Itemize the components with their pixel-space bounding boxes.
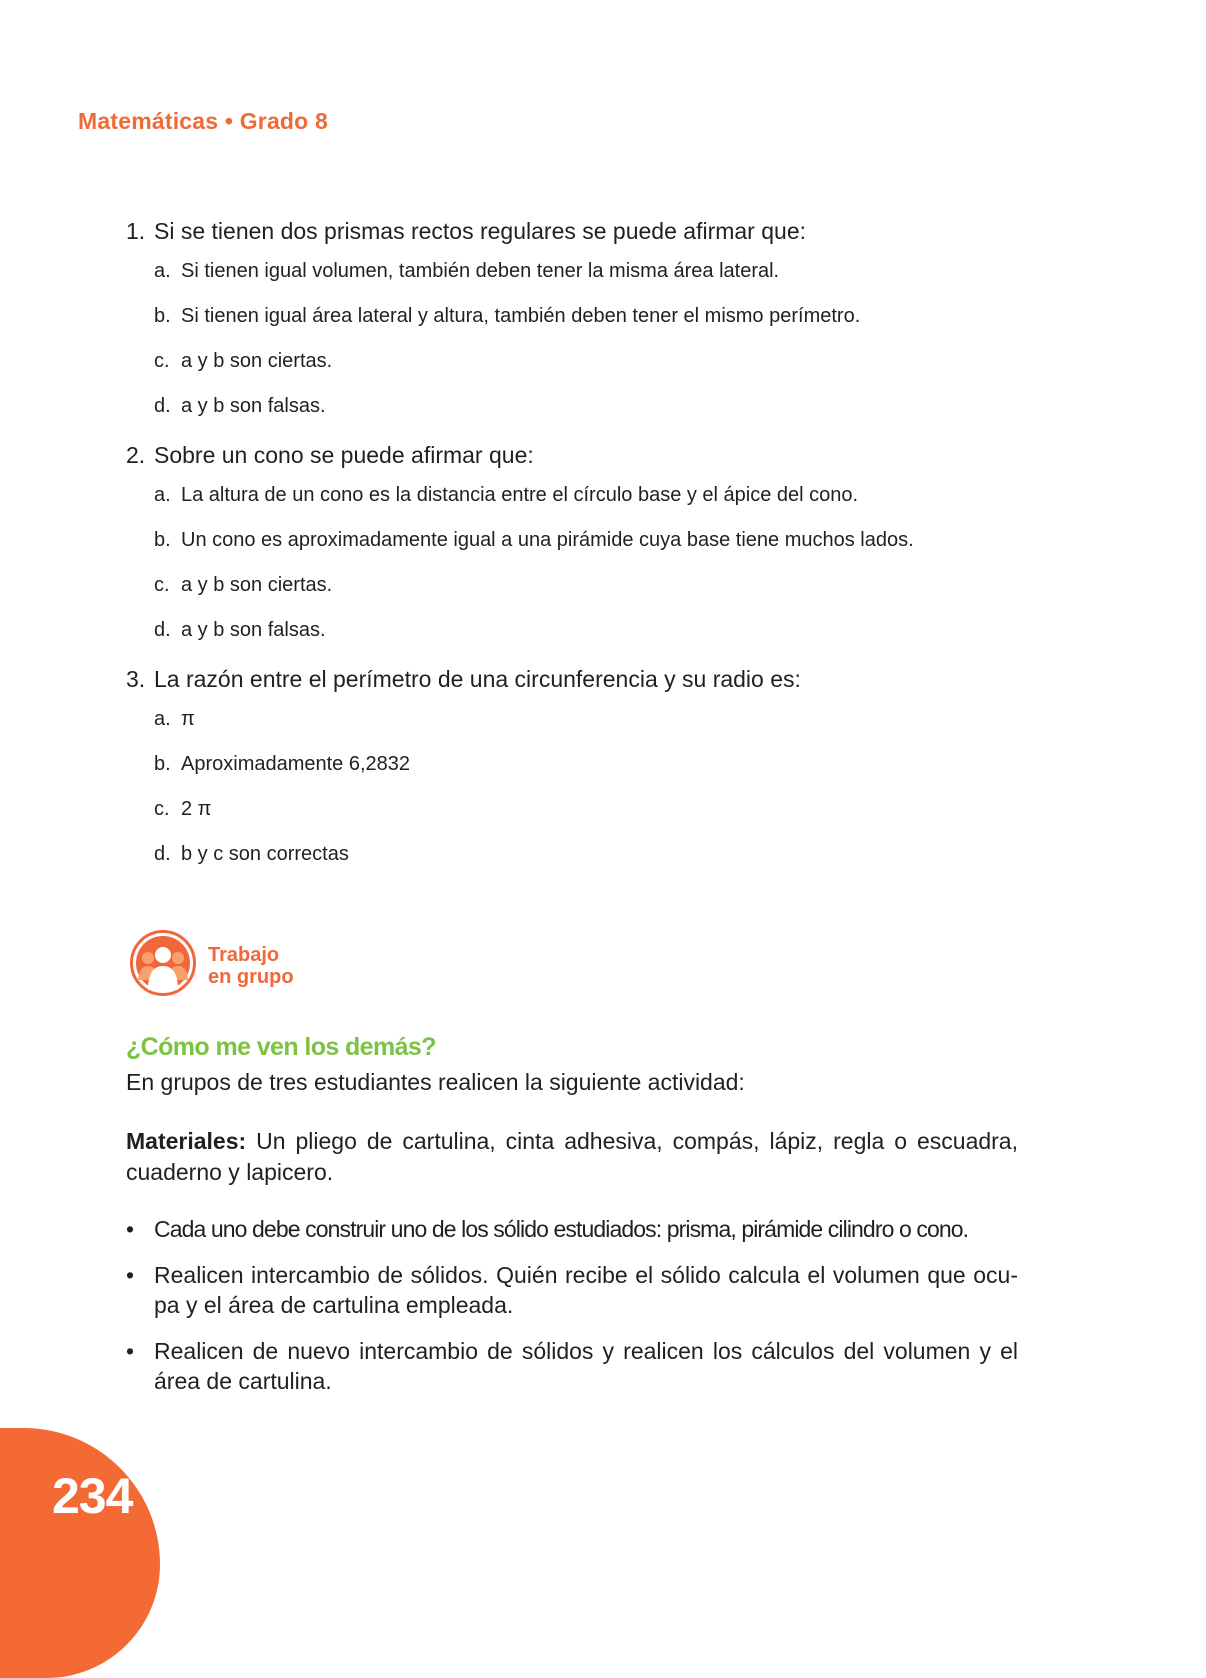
option-letter: d. <box>154 619 171 641</box>
option-text: 2 π <box>181 798 212 820</box>
option-3b <box>126 749 1026 794</box>
option-letter: c. <box>154 350 170 372</box>
bullet-icon: • <box>126 1262 135 1288</box>
materials-label: Materiales: <box>126 1128 247 1154</box>
option-letter: d. <box>154 843 171 865</box>
step-text: Realicen intercambio de sólidos. Quién recibe el sólido calcula el volumen que ocu-pa y el área de cartulina empleada. <box>154 1262 1018 1318</box>
option-letter: b. <box>154 753 171 775</box>
option-text: b y c son correctas <box>181 843 349 865</box>
badge-line-1: Trabajo <box>208 944 280 966</box>
materials-paragraph <box>126 1126 1018 1188</box>
step-text: Cada uno debe construir uno de los sólido estudiados: prisma, pirámide cilindro o cono. <box>154 1216 969 1242</box>
option-text: La altura de un cono es la distancia entre el círculo base y el ápice del cono. <box>181 484 859 506</box>
option-text: Un cono es aproximadamente igual a una pirámide cuya base tiene muchos lados. <box>181 529 914 551</box>
question-2 <box>126 436 1026 660</box>
option-1a <box>126 256 1026 301</box>
option-text: π <box>181 708 195 730</box>
option-letter: b. <box>154 305 171 327</box>
question-1 <box>126 212 1026 436</box>
list-item <box>126 1260 1018 1320</box>
option-3a <box>126 704 1026 749</box>
option-letter: a. <box>154 708 171 730</box>
option-1d <box>126 391 1026 436</box>
option-text: a y b son ciertas. <box>181 574 333 596</box>
activity-title: ¿Cómo me ven los demás? <box>126 1033 436 1061</box>
option-2b <box>126 525 1026 570</box>
option-letter: c. <box>154 798 170 820</box>
option-letter: d. <box>154 395 171 417</box>
group-people-icon <box>130 930 196 996</box>
option-3d <box>126 839 1026 884</box>
question-text: Sobre un cono se puede afirmar que: <box>154 442 534 468</box>
activity-steps <box>126 1214 1018 1396</box>
question-text: La razón entre el perímetro de una circunferencia y su radio es: <box>154 666 801 692</box>
badge-line-2: en grupo <box>208 966 294 988</box>
option-text: a y b son falsas. <box>181 619 326 641</box>
option-text: Si tienen igual área lateral y altura, también deben tener el mismo perímetro. <box>181 305 861 327</box>
option-letter: a. <box>154 484 171 506</box>
question-3 <box>126 660 1026 884</box>
question-text: Si se tienen dos prismas rectos regulares se puede afirmar que: <box>154 218 806 244</box>
option-letter: c. <box>154 574 170 596</box>
option-letter: a. <box>154 260 171 282</box>
page-number: 234 <box>52 1468 133 1524</box>
list-item <box>126 1336 1018 1396</box>
question-number: 2. <box>126 442 146 468</box>
question-number: 3. <box>126 666 146 692</box>
question-number: 1. <box>126 218 146 244</box>
option-text: Aproximadamente 6,2832 <box>181 753 411 775</box>
list-item <box>126 1214 1018 1244</box>
bullet-icon: • <box>126 1338 135 1364</box>
activity-section <box>126 1030 1018 1412</box>
group-work-label <box>208 944 294 988</box>
option-3c <box>126 794 1026 839</box>
question-list <box>126 212 1026 884</box>
option-2d <box>126 615 1026 660</box>
page-header-subject: Matemáticas • Grado 8 <box>78 108 329 134</box>
bullet-icon: • <box>126 1216 135 1242</box>
group-work-badge <box>130 930 330 1006</box>
option-2a <box>126 480 1026 525</box>
option-1c <box>126 346 1026 391</box>
option-text: a y b son ciertas. <box>181 350 333 372</box>
option-2c <box>126 570 1026 615</box>
materials-text: Un pliego de cartulina, cinta adhesiva, compás, lápiz, regla o escuadra, cuaderno y lapicero. <box>126 1128 1018 1185</box>
activity-intro: En grupos de tres estudiantes realicen la siguiente actividad: <box>126 1069 745 1095</box>
step-text: Realicen de nuevo intercambio de sólidos y realicen los cálculos del volumen y el área de cartulina. <box>154 1338 1018 1394</box>
option-letter: b. <box>154 529 171 551</box>
option-text: Si tienen igual volumen, también deben tener la misma área lateral. <box>181 260 780 282</box>
option-1b <box>126 301 1026 346</box>
option-text: a y b son falsas. <box>181 395 326 417</box>
